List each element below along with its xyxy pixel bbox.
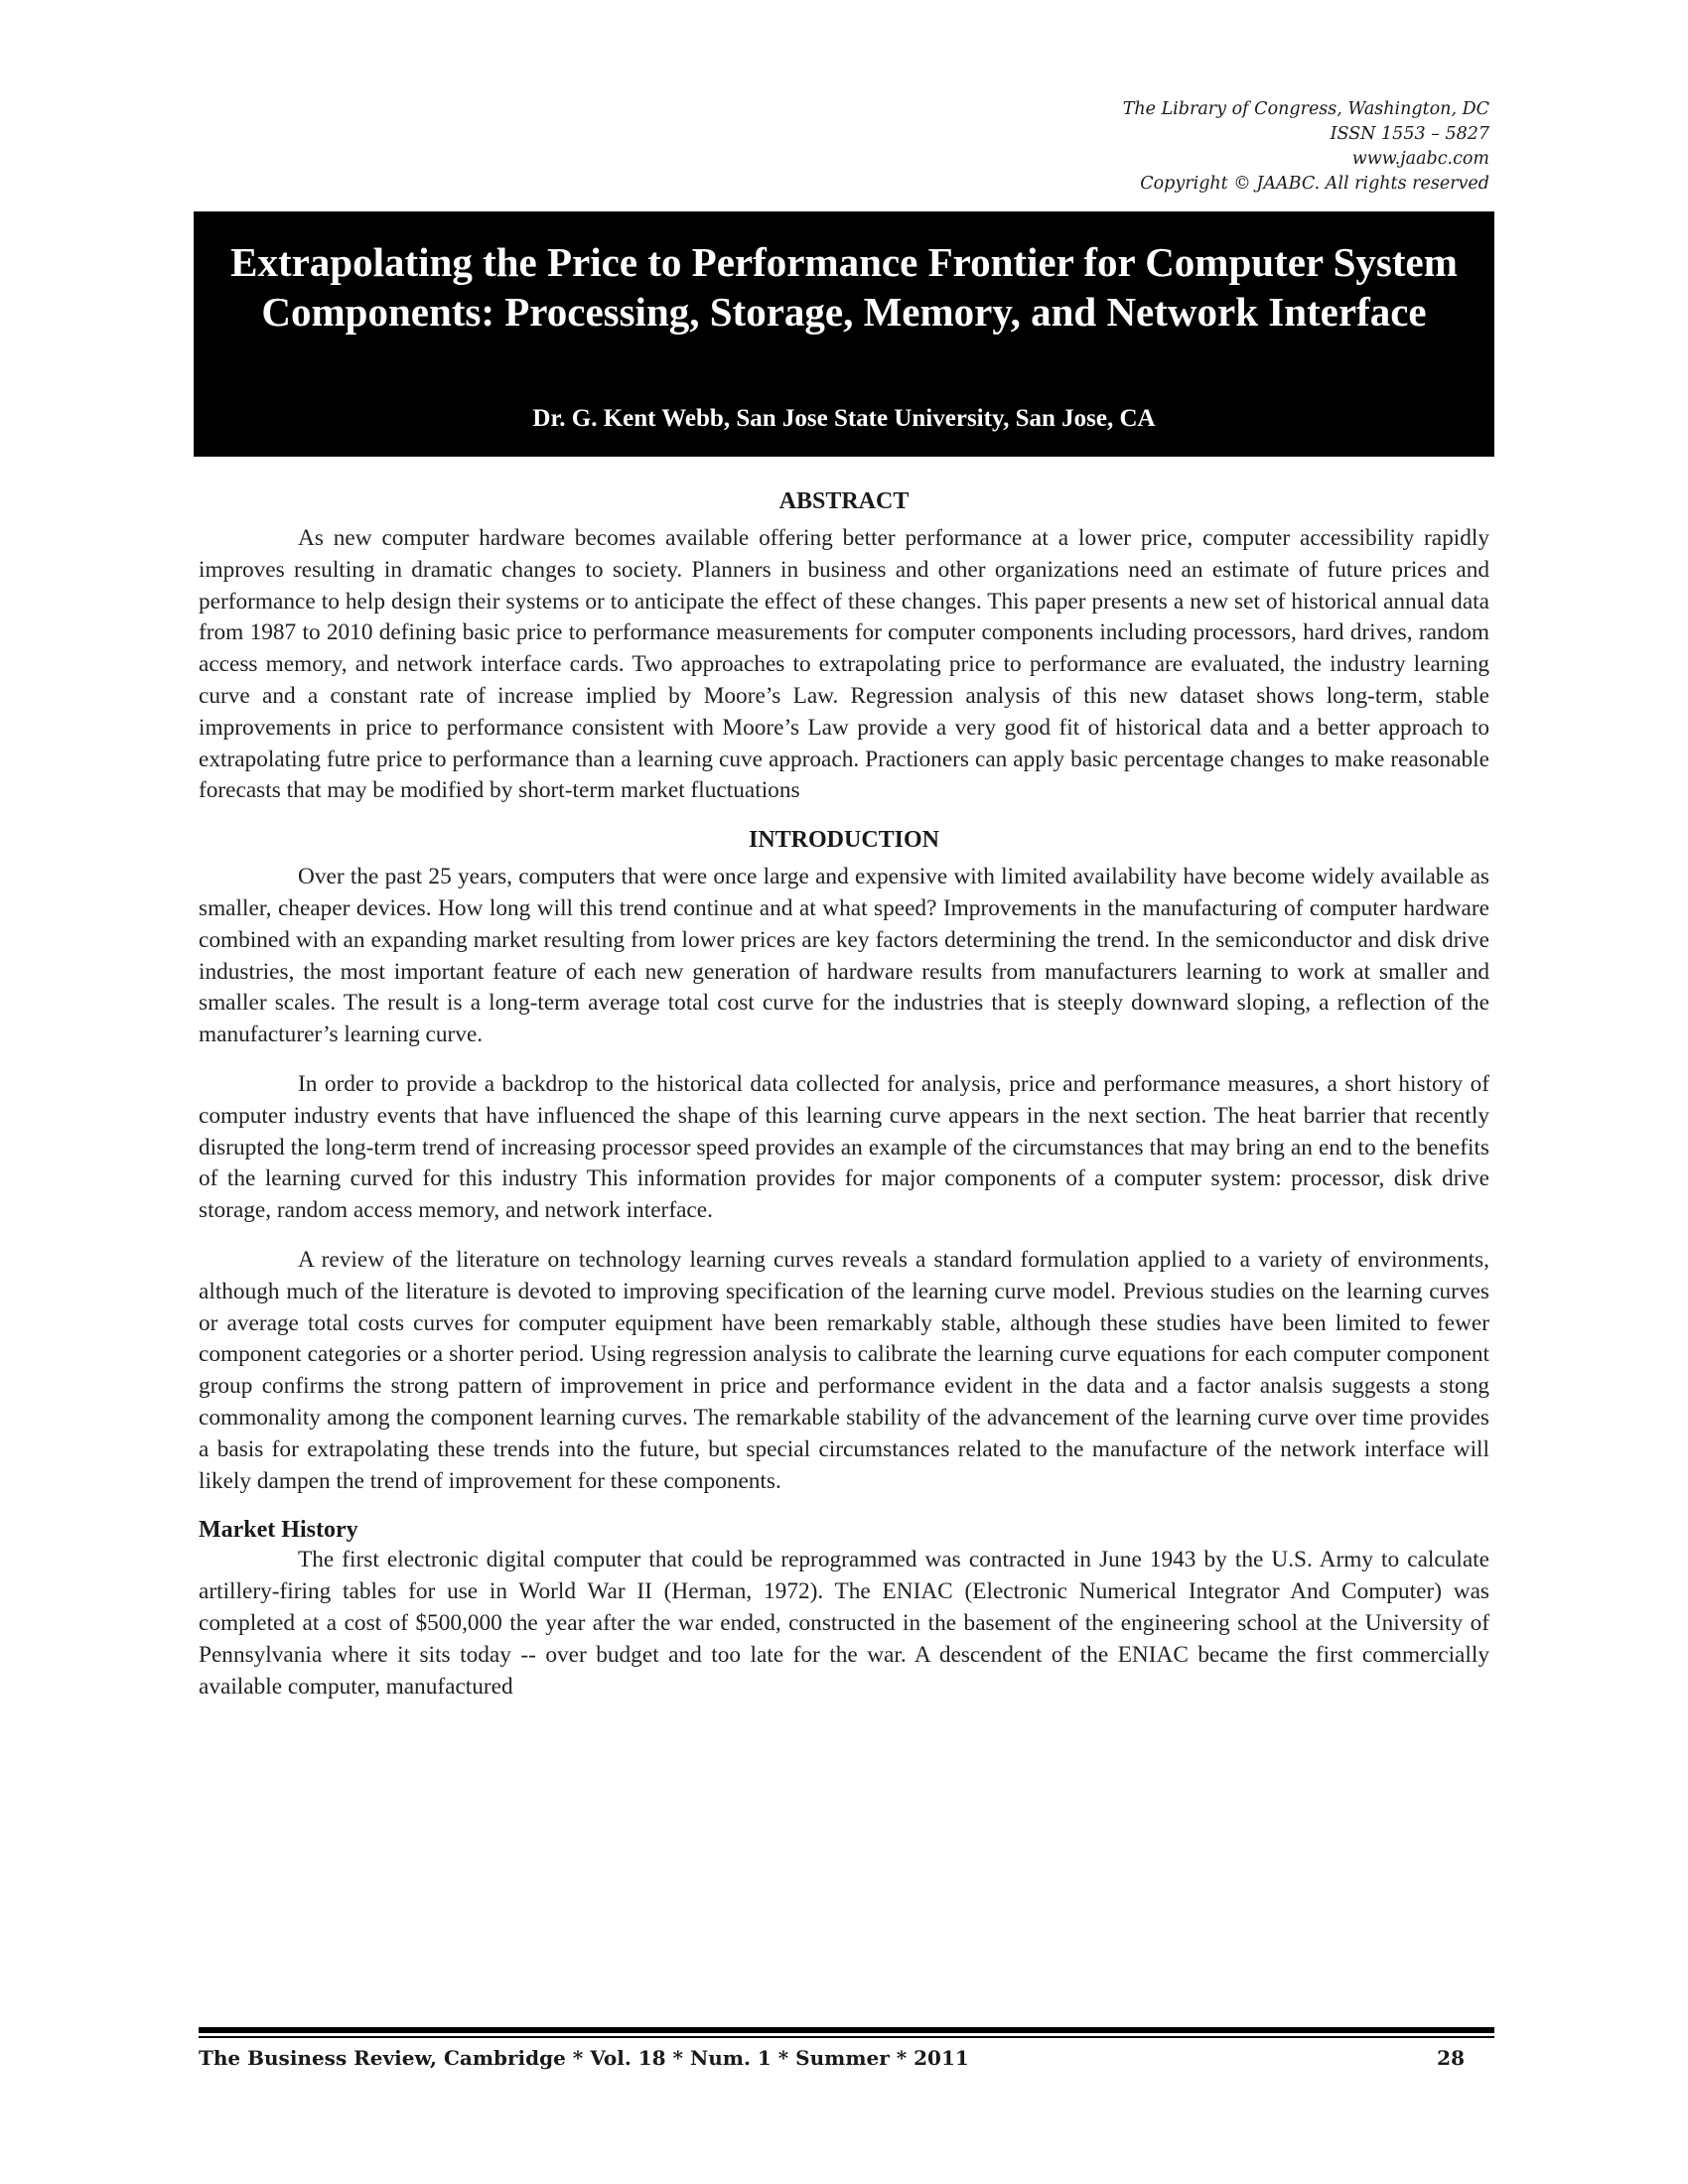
title-banner: [194, 211, 1494, 457]
publication-info: [894, 97, 1489, 197]
paper-title: Extrapolating the Price to Performance Frontier for Computer System Components: Processing, Storage, Memory, and Network Interface: [230, 239, 1458, 335]
introduction-paragraph: Over the past 25 years, computers that were once large and expensive with limited availability have become widely available as smaller, cheaper devices. How long will this trend continue and at what speed? Improvements in the manufacturing of computer hardware combined with an expanding market resulting from lower prices are key factors determining the trend. In the semiconductor and disk drive industries, the most important feature of each new generation of hardware results from manufacturers learning to work at smaller and smaller scales. The result is a long-term average total cost curve for the industries that is steeply downward sloping, a reflection of the manufacturer’s learning curve.: [199, 864, 1489, 1048]
introduction-paragraph: In order to provide a backdrop to the historical data collected for analysis, price and performance measures, a short history of computer industry events that have influenced the shape of this learning curve appears in the next section. The heat barrier that recently disrupted the long-term trend of increasing processor speed provides an example of the circumstances that may bring an end to the benefits of the learning curved for this industry This information provides for major components of a computer system: processor, disk drive storage, random access memory, and network interface.: [199, 1070, 1489, 1224]
introduction-heading: INTRODUCTION: [748, 827, 940, 854]
market-history-heading: Market History: [199, 1517, 358, 1544]
footer-rule: [199, 2036, 1494, 2038]
author-line: Dr. G. Kent Webb, San Jose State University, San Jose, CA: [532, 405, 1156, 432]
page-footer: [199, 2027, 1494, 2070]
abstract-text: As new computer hardware becomes available offering better performance at a lower price, computer accessibility rapidly improves resulting in dramatic changes to society. Planners in business and other organizations need an estimate of future prices and performance to help design their systems or to anticipate the effect of these changes. This paper presents a new set of historical annual data from 1987 to 2010 defining basic price to performance measurements for computer components including processors, hard drives, random access memory, and network interface cards. Two approaches to extrapolating price to performance are evaluated, the industry learning curve and a constant rate of increase implied by Moore’s Law. Regression analysis of this new dataset shows long-term, stable improvements in price to performance consistent with Moore’s Law provide a very good fit of historical data and a better approach to extrapolating futre price to performance than a learning cuve approach. Practioners can apply basic percentage changes to make reasonable forecasts that may be modified by short-term market fluctuations: [199, 525, 1489, 804]
market-history-paragraph: The first electronic digital computer that could be reprogrammed was contracted in June 1943 by the U.S. Army to calculate artillery-firing tables for use in World War II (Herman, 1972). The ENIAC (Electronic Numerical Integrator And Computer) was completed at a cost of $500,000 the year after the war ended, constructed in the basement of the engineering school at the University of Pennsylvania where it sits today -- over budget and too late for the war. A descendent of the ENIAC became the first commercially available computer, manufactured: [199, 1547, 1489, 1700]
library-line: The Library of Congress, Washington, DC: [1122, 99, 1489, 119]
footer-rule: [199, 2027, 1494, 2033]
issn-line: ISSN 1553 – 5827: [1330, 124, 1489, 144]
page-number: 28: [1437, 2046, 1465, 2070]
journal-citation: The Business Review, Cambridge * Vol. 18 * Num. 1 * Summer * 2011: [199, 2046, 969, 2070]
website-line: www.jaabc.com: [1351, 149, 1489, 169]
abstract-heading: ABSTRACT: [778, 488, 910, 514]
paper-body: [199, 486, 1489, 1720]
copyright-line: Copyright © JAABC. All rights reserved: [1140, 174, 1489, 194]
introduction-paragraph: A review of the literature on technology learning curves reveals a standard formulation applied to a variety of environments, although much of the literature is devoted to improving specification of the learning curve model. Previous studies on the learning curves or average total costs curves for computer equipment have been remarkably stable, although these studies have been limited to fewer component categories or a shorter period. Using regression analysis to calibrate the learning curve equations for each computer component group confirms the strong pattern of improvement in price and performance evident in the data and a factor analsis suggests a stong commonality among the component learning curves. The remarkable stability of the advancement of the learning curve over time provides a basis for extrapolating these trends into the future, but special circumstances related to the manufacture of the network interface will likely dampen the trend of improvement for these components.: [199, 1246, 1489, 1494]
